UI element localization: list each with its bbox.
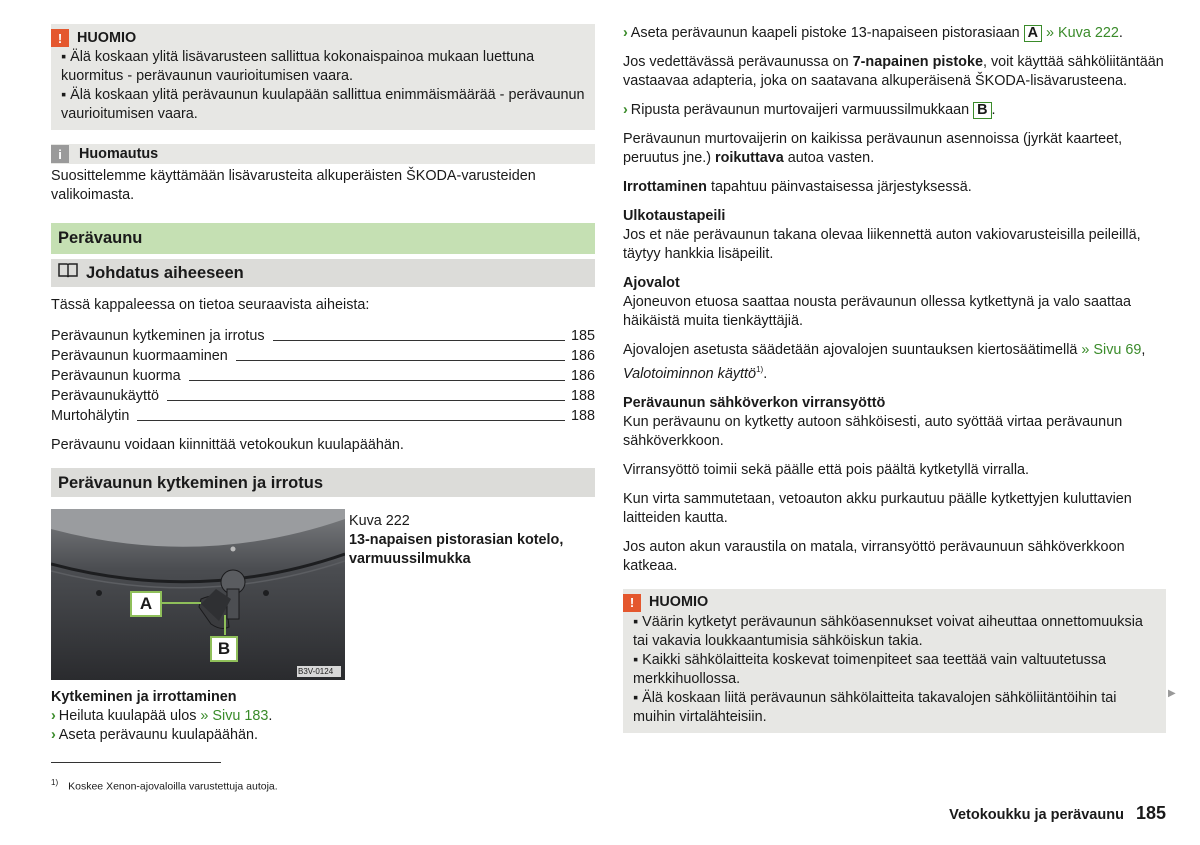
steps-heading: Kytkeminen ja irrottaminen [51, 689, 237, 705]
page-footer [949, 804, 1166, 825]
toc [51, 326, 595, 426]
toc-label: Perävaunun kuormaaminen [51, 348, 228, 364]
image-code: B3V-0124 [298, 667, 334, 676]
toc-label: Perävaunun kuorma [51, 368, 181, 384]
section-title: Perävaunu [51, 223, 595, 254]
intro-heading [51, 259, 595, 287]
page-number: 185 [1135, 803, 1166, 823]
warning-header [51, 28, 587, 48]
lights-heading: Ajovalot [623, 275, 680, 291]
warning-icon: ! [623, 594, 641, 612]
toc-item[interactable] [51, 366, 595, 386]
attach-text: Perävaunu voidaan kiinnittää vetokoukun kuulapäähän. [51, 437, 404, 453]
intro-text: Tässä kappaleessa on tietoa seuraavista aiheista: [51, 297, 370, 313]
intro-heading-label: Johdatus aiheeseen [86, 264, 244, 282]
step-3: › Aseta perävaunun kaapeli pistoke 13-napaiseen pistorasiaan A » Kuva 222. [623, 25, 1123, 41]
warning-title: HUOMIO [77, 29, 137, 46]
toc-item[interactable] [51, 326, 595, 346]
figure-image [51, 509, 345, 680]
page-link[interactable]: » Sivu 69 [1081, 342, 1142, 358]
warning-body [51, 48, 587, 124]
ref-box-a: A [1024, 25, 1042, 42]
footnote-divider [51, 762, 221, 763]
mirror-text: Jos et näe perävaunun takana olevaa liikennettä auton vakiovarusteisilla peileillä, täytyy hankkia lisäpeilit. [623, 227, 1141, 262]
toc-page: 188 [570, 408, 595, 424]
toc-page: 186 [570, 348, 595, 364]
footer-title: Vetokoukku ja perävaunu [949, 807, 1124, 823]
warning-title: HUOMIO [649, 594, 709, 611]
detach-paragraph: Irrottaminen tapahtuu päinvastaisessa järjestyksessä. [623, 179, 972, 195]
toc-page: 188 [570, 388, 595, 404]
label-a: A [130, 591, 162, 617]
power-text-3: Kun virta sammutetaan, vetoauton akku purkautuu päälle kytkettyjen kuluttavien laitteiden kautta. [623, 490, 1132, 526]
step-1: › Heiluta kuulapää ulos » Sivu 183. [51, 708, 273, 724]
warning-line: ▪ Älä koskaan ylitä lisävarusteen sallittua kokonaispainoa mukaan luettuna kuormitus - perävaunun vaurioitumisen vaara. [61, 49, 535, 84]
toc-page: 185 [570, 328, 595, 344]
toc-label: Murtohälytin [51, 408, 130, 424]
subsection-title-label: Perävaunun kytkeminen ja irrotus [58, 473, 324, 492]
info-icon: i [51, 145, 69, 163]
power-text-4: Jos auton akun varaustila on matala, virransyöttö perävaunuun sähköverkkoon katkeaa. [623, 538, 1125, 574]
step-4: › Ripusta perävaunun murtovaijeri varmuussilmukkaan B . [623, 102, 996, 118]
warning-box-2 [623, 589, 1166, 733]
note-box [51, 144, 595, 205]
figure-caption [345, 509, 589, 680]
adapter-paragraph: Jos vedettävässä perävaunussa on 7-napainen pistoke, voit käyttää sähköliitäntään vastaavaa adapteria, joka on saatavana alkuperäisenä ŠKODA-lisävarusteena. [623, 54, 1164, 89]
warning-icon: ! [51, 29, 69, 47]
lights-text: Ajoneuvon etuosa saattaa nousta perävaunun ollessa kytkettynä ja valo saattaa häikäistä muita tienkäyttäjiä. [623, 294, 1132, 329]
ref-box-b: B [973, 102, 991, 119]
note-text: Suosittelemme käyttämään lisävarusteita alkuperäisten ŠKODA-varusteiden valikoimasta. [51, 168, 536, 203]
subsection-title [51, 468, 595, 497]
toc-label: Perävaunukäyttö [51, 388, 160, 404]
footnote: $^{1)}$ Koskee Xenon-ajovaloilla varustettuja autoja. [51, 778, 278, 793]
toc-item[interactable] [51, 386, 595, 406]
adjust-paragraph: Ajovalojen asetusta säädetään ajovalojen suuntauksen kiertosäätimellä » Sivu 69, Valotoiminnon käyttö$^{1)}$. [623, 342, 1146, 382]
right-column [623, 24, 1166, 733]
toc-label: Perävaunun kytkeminen ja irrotus [51, 328, 265, 344]
toc-item[interactable] [51, 406, 595, 426]
figure-link[interactable]: » Kuva 222 [1042, 25, 1119, 41]
power-text-1: Kun perävaunu on kytketty autoon sähköisesti, auto syöttää virtaa perävaunun sähköverkkoon. [623, 413, 1123, 449]
label-b: B [210, 636, 238, 662]
toc-page: 186 [570, 368, 595, 384]
caption-title: 13-napaisen pistorasian kotelo, varmuussilmukka [349, 532, 564, 567]
warning-line: ▪ Kaikki sähkölaitteita koskevat toimenpiteet saa teettää vain valtuutetussa merkkihuollossa. [633, 651, 1107, 687]
warning-body [623, 613, 1158, 727]
caption-number: Kuva 222 [349, 513, 410, 529]
warning-box [51, 24, 595, 130]
continue-arrow-icon: ▶ [1168, 688, 1176, 699]
toc-item[interactable] [51, 346, 595, 366]
page-link[interactable]: » Sivu 183 [200, 708, 269, 724]
power-text-2: Virransyöttö toimii sekä päälle että pois päältä kytketyllä virralla. [623, 461, 1030, 478]
warning-line: ▪ Älä koskaan ylitä perävaunun kuulapään sallittua enimmäismäärää - perävaunun vaurioitumisen vaara. [61, 87, 585, 122]
warning-header [623, 593, 1158, 613]
note-header [51, 144, 595, 164]
cable-paragraph: Perävaunun murtovaijerin on kaikissa perävaunun asennoissa (jyrkät kaarteet, peruutus jne.) roikuttava autoa vasten. [623, 131, 1123, 166]
power-heading: Perävaunun sähköverkon virransyöttö [623, 394, 886, 411]
step-2: › Aseta perävaunu kuulapäähän. [51, 727, 259, 743]
warning-line: ▪ Älä koskaan liitä perävaunun sähkölaitteita takavalojen sähköliitäntöihin tai muihin virtalähteisiin. [633, 689, 1117, 725]
mirror-heading: Ulkotaustapeili [623, 208, 726, 224]
left-column [51, 24, 595, 745]
warning-line: ▪ Väärin kytketyt perävaunun sähköasennukset voivat aiheuttaa onnettomuuksia tai vakavia loukkaantumisia sähköiskun takia. [633, 613, 1143, 649]
note-title: Huomautus [79, 145, 159, 162]
figure [51, 509, 595, 680]
book-icon [58, 259, 78, 287]
